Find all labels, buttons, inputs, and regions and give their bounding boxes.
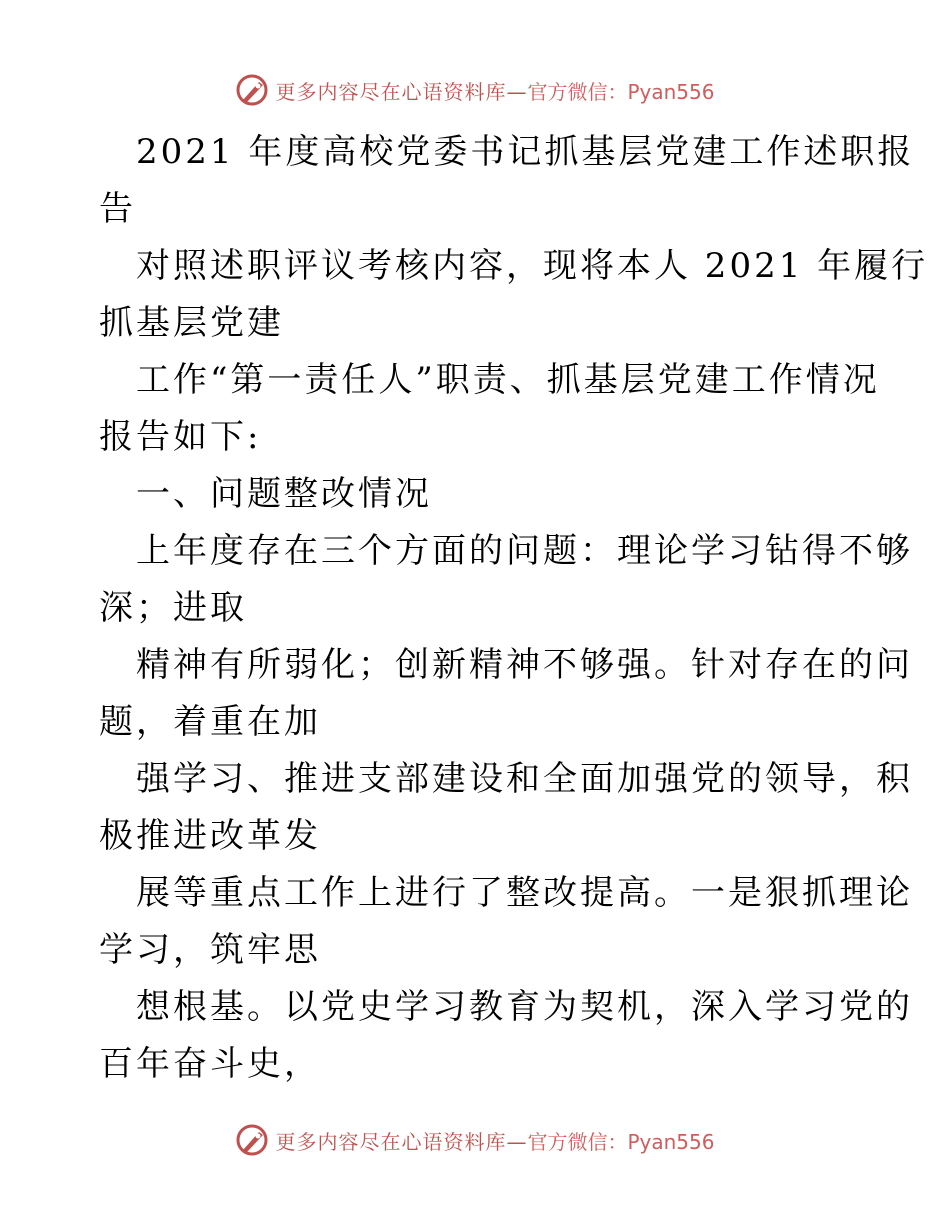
header-banner bbox=[0, 70, 950, 110]
paragraph-line: 想根基。以党史学习教育为契机，深入学习党的 bbox=[136, 987, 913, 1027]
paragraph-line: 题，着重在加 bbox=[99, 702, 321, 742]
paragraph-line: 精神有所弱化；创新精神不够强。针对存在的问 bbox=[136, 645, 913, 685]
section-heading: 一、问题整改情况 bbox=[136, 474, 432, 514]
paragraph-line: 深；进取 bbox=[99, 588, 247, 628]
title-line-1: 2021 年度高校党委书记抓基层党建工作述职报 bbox=[136, 132, 915, 172]
paragraph-line: 抓基层党建 bbox=[99, 303, 284, 343]
paragraph-line: 对照述职评议考核内容，现将本人 2021 年履行 bbox=[136, 246, 929, 286]
banner-text: 更多内容尽在心语资料库— bbox=[275, 1129, 528, 1154]
paragraph-line: 报告如下: bbox=[99, 417, 262, 457]
banner-wechat: 官方微信：Pyan556 bbox=[527, 1129, 715, 1154]
paragraph-line: 极推进改革发 bbox=[99, 816, 321, 856]
paragraph-line: 上年度存在三个方面的问题：理论学习钻得不够 bbox=[136, 531, 913, 571]
paragraph-line: 百年奋斗史， bbox=[99, 1044, 321, 1084]
banner-text: 更多内容尽在心语资料库— bbox=[275, 79, 528, 104]
pen-circle-logo-icon bbox=[235, 73, 269, 107]
paragraph-line: 工作“第一责任人”职责、抓基层党建工作情况 bbox=[136, 360, 880, 400]
pen-circle-logo-icon bbox=[235, 1123, 269, 1157]
banner-wechat: 官方微信：Pyan556 bbox=[527, 79, 715, 104]
title-line-2: 告 bbox=[99, 189, 136, 229]
paragraph-line: 展等重点工作上进行了整改提高。一是狠抓理论 bbox=[136, 873, 913, 913]
paragraph-line: 学习，筑牢思 bbox=[99, 930, 321, 970]
paragraph-line: 强学习、推进支部建设和全面加强党的领导，积 bbox=[136, 759, 913, 799]
footer-banner bbox=[0, 1120, 950, 1160]
document-body bbox=[99, 124, 929, 1093]
